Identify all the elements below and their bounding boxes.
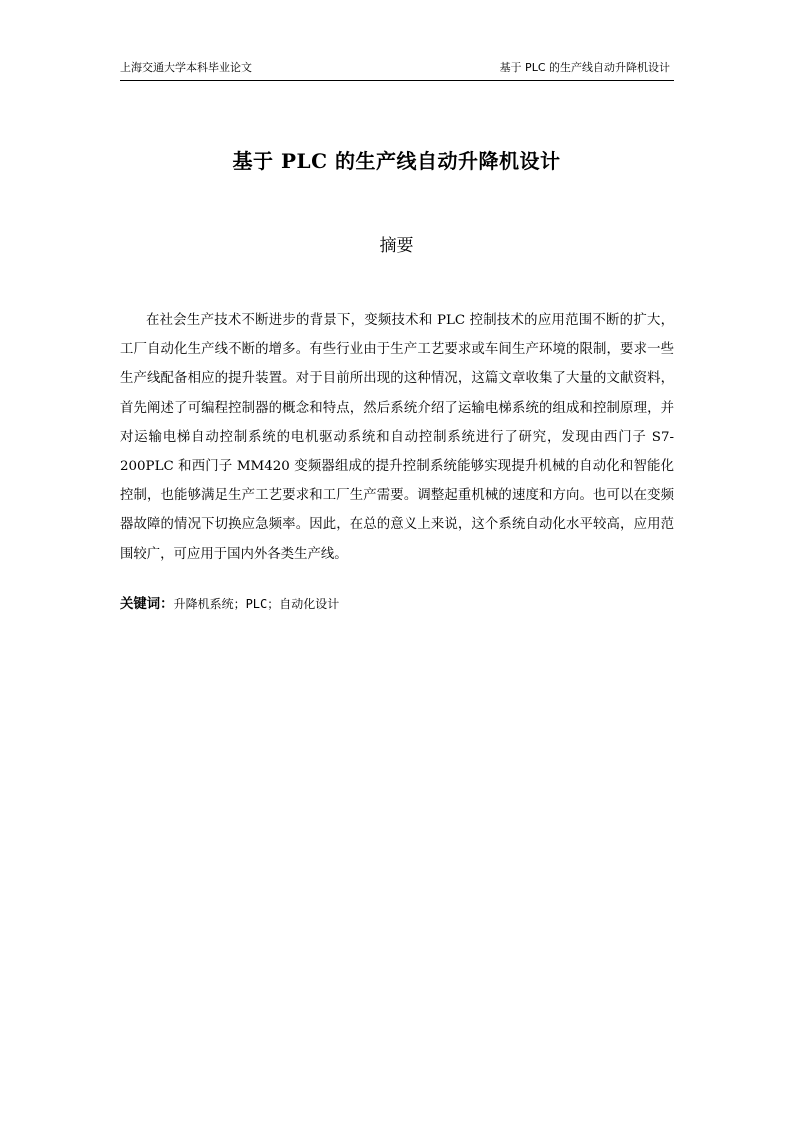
header-university: 上海交通大学本科毕业论文 — [120, 61, 252, 74]
keywords-label: 关键词： — [120, 597, 174, 612]
keywords-line — [120, 592, 674, 617]
page-header — [120, 56, 674, 81]
thesis-title: 基于 PLC 的生产线自动升降机设计 — [232, 149, 561, 173]
keywords-values: 升降机系统；PLC；自动化设计 — [173, 597, 340, 611]
header-thesis-title: 基于 PLC 的生产线自动升降机设计 — [499, 61, 670, 74]
abstract-heading: 摘要 — [379, 236, 414, 256]
abstract-body: 在社会生产技术不断进步的背景下，变频技术和 PLC 控制技术的应用范围不断的扩大，工厂自动化生产线不断的增多。有些行业由于生产工艺要求或车间生产环境的限制，要求一些生产线配备相应的提升装置。对于目前所出现的这种情况，这篇文章收集了大量的文献资料，首先阐述了可编程控制器的概念和特点，然后系统介绍了运输电梯系统的组成和控制原理，并对运输电梯自动控制系统的电机驱动系统和自动控制系统进行了研究，发现由西门子 S7-200PLC 和西门子 MM420 变频器组成的提升控制系统能够实现提升机械的自动化和智能化控制，也能够满足生产工艺要求和工厂生产需要。调整起重机械的速度和方向。也可以在变频器故障的情况下切换应急频率。因此，在总的意义上来说，这个系统自动化水平较高，应用范围较广，可应用于国内外各类生产线。 — [120, 313, 674, 562]
